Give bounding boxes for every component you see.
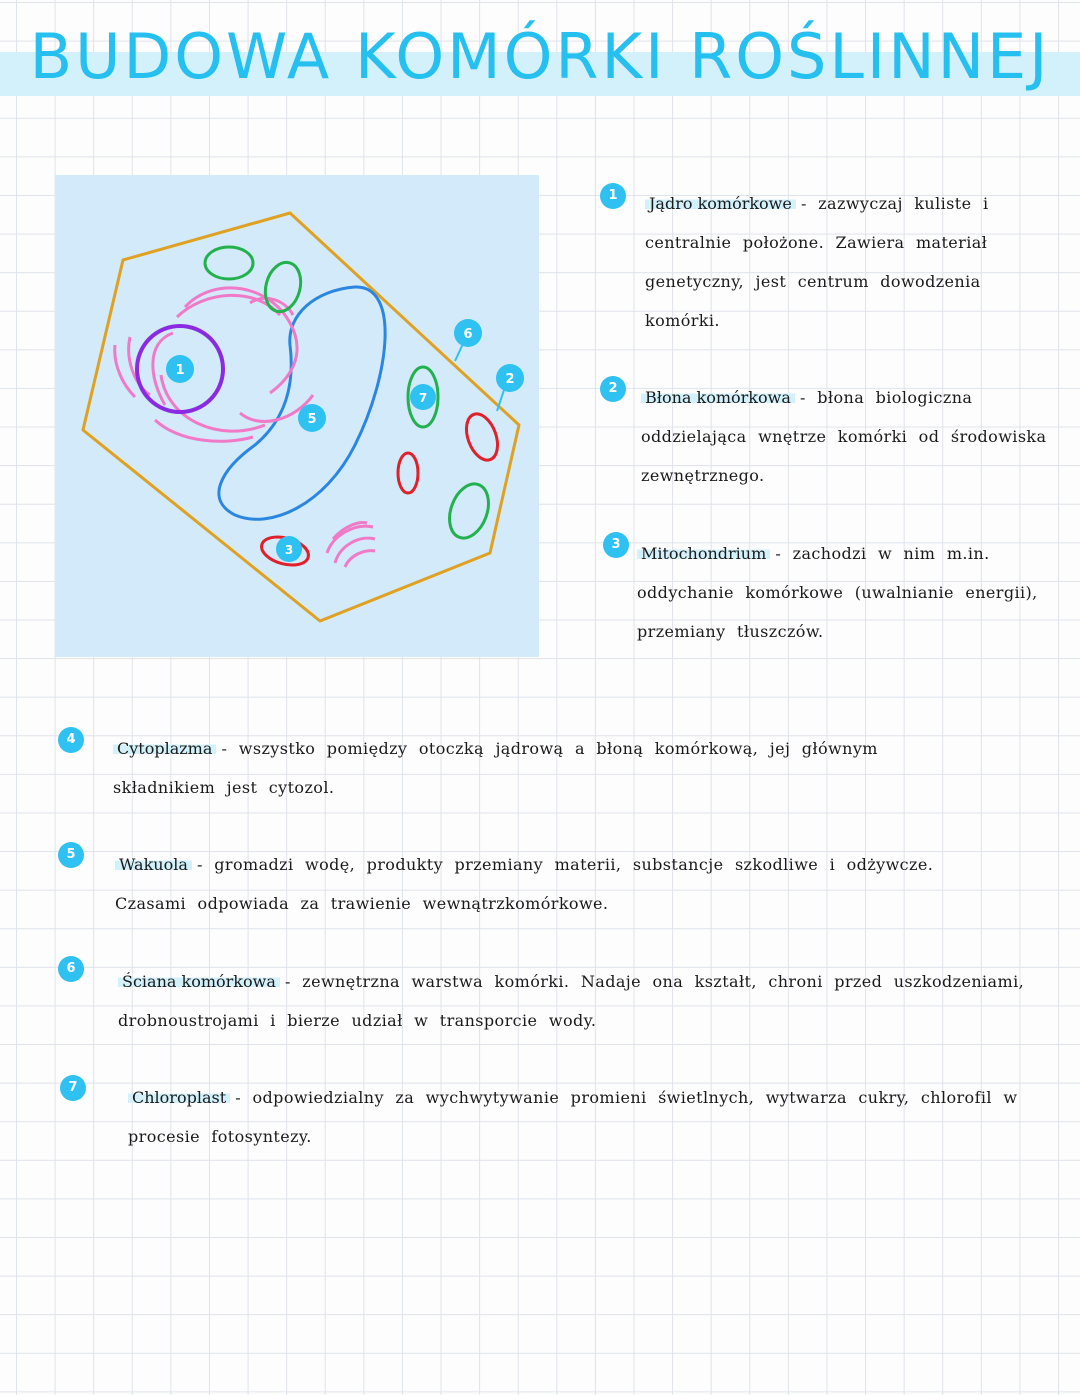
definition-description: - zachodzi w nim m.in. oddychanie komórkowe (uwalnianie energii), przemiany tłuszczów. bbox=[637, 544, 1038, 641]
diagram-label-3 bbox=[276, 536, 302, 562]
number-badge: 1 bbox=[600, 183, 626, 209]
definition-text bbox=[113, 729, 973, 807]
definition-term: Wakuola bbox=[115, 855, 192, 874]
chloroplast-shape bbox=[443, 479, 496, 544]
definition-text bbox=[128, 1078, 1048, 1156]
definition-text bbox=[115, 845, 975, 923]
mitochondrion-shape bbox=[461, 410, 504, 465]
number-badge: 4 bbox=[58, 727, 84, 753]
definition-text bbox=[118, 962, 1038, 1040]
number-badge: 2 bbox=[600, 376, 626, 402]
definition-description: - błona biologiczna oddzielająca wnętrze komórki od środowiska zewnętrznego. bbox=[641, 388, 1047, 485]
definition-term: Błona komórkowa bbox=[641, 388, 795, 407]
chloroplast-shape bbox=[205, 247, 253, 279]
svg-text:5: 5 bbox=[307, 412, 317, 427]
definition-description: - zazwyczaj kuliste i centralnie położone. Zawiera materiał genetyczny, jest centrum dowodzenia komórki. bbox=[645, 194, 989, 330]
number-badge: 6 bbox=[58, 956, 84, 982]
definition-description: - zewnętrzna warstwa komórki. Nadaje ona kształt, chroni przed uszkodzeniami, drobnoustrojami i bierze udział w transporcie wody. bbox=[118, 972, 1025, 1030]
definition-term: Chloroplast bbox=[128, 1088, 230, 1107]
number-badge: 3 bbox=[603, 532, 629, 558]
definition-term: Cytoplazma bbox=[113, 739, 216, 758]
diagram-label-7 bbox=[410, 384, 436, 410]
plant-cell-diagram bbox=[55, 175, 539, 657]
vacuole-shape bbox=[219, 287, 385, 519]
definition-text bbox=[641, 378, 1061, 495]
svg-text:3: 3 bbox=[284, 543, 294, 557]
number-badge: 5 bbox=[58, 842, 84, 868]
diagram-label-6 bbox=[454, 319, 482, 347]
definition-description: - wszystko pomiędzy otoczką jądrową a błoną komórkową, jej głównym składnikiem jest cytozol. bbox=[113, 739, 878, 797]
diagram-label-5 bbox=[298, 404, 326, 432]
number-badge: 7 bbox=[60, 1075, 86, 1101]
cell-illustration bbox=[55, 175, 539, 657]
svg-text:6: 6 bbox=[463, 327, 473, 342]
diagram-label-2 bbox=[496, 364, 524, 392]
mitochondrion-shape bbox=[398, 453, 418, 493]
chloroplast-shape bbox=[260, 258, 306, 315]
page-title: BUDOWA KOMÓRKI ROŚLINNEJ bbox=[29, 20, 1051, 93]
definition-term: Ściana komórkowa bbox=[118, 972, 280, 991]
svg-text:2: 2 bbox=[505, 372, 515, 387]
definition-description: - gromadzi wodę, produkty przemiany materii, substancje szkodliwe i odżywcze. Czasami odpowiada za trawienie wewnątrzkomórkowe. bbox=[115, 855, 934, 913]
svg-text:1: 1 bbox=[175, 363, 185, 378]
definition-term: Mitochondrium bbox=[637, 544, 770, 563]
definition-text bbox=[645, 184, 1025, 340]
svg-text:7: 7 bbox=[418, 391, 428, 405]
golgi-apparatus bbox=[327, 523, 375, 567]
definition-term: Jądro komórkowe bbox=[645, 194, 796, 213]
diagram-label-1 bbox=[166, 355, 194, 383]
definition-description: - odpowiedzialny za wychwytywanie promieni świetlnych, wytwarza cukry, chlorofil w procesie fotosyntezy. bbox=[128, 1088, 1018, 1146]
definition-text bbox=[637, 534, 1057, 651]
